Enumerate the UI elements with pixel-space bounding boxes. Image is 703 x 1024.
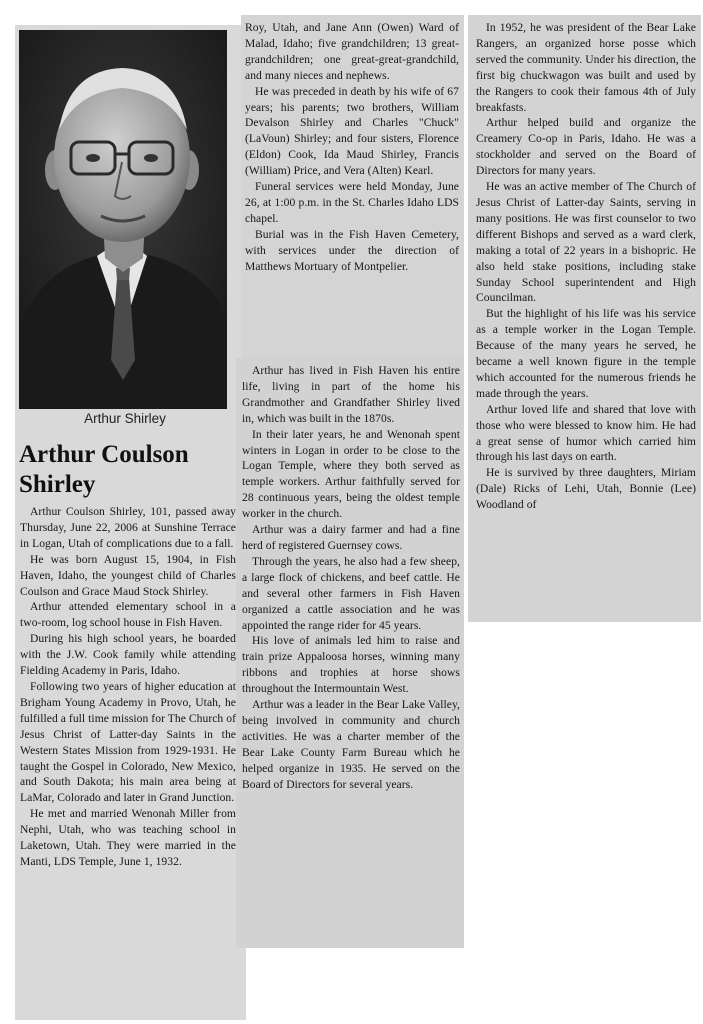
obituary-clipping-middle-top xyxy=(241,15,464,365)
paragraph: Through the years, he also had a few sheep, a large flock of chickens, and beef cattle. He and several other farmers in Fish Haven organized a cattle association and he was appointed the range rider for 45 years. xyxy=(242,554,460,632)
photo-caption: Arthur Shirley xyxy=(84,411,166,426)
paragraph: Burial was in the Fish Haven Cemetery, with services under the direction of Matthews Mortuary of Montpelier. xyxy=(245,227,459,273)
obituary-clipping-left xyxy=(15,25,246,1020)
paragraph: His love of animals led him to raise and train prize Appaloosa horses, winning many ribbons and trophies at horse shows throughout the Intermountain West. xyxy=(242,634,460,696)
paragraph: Arthur has lived in Fish Haven his entire life, living in part of the home his Grandmother and Grandfather Shirley lived in, which was built in the 1870s. xyxy=(242,364,460,425)
obituary-column-right xyxy=(476,20,696,513)
paragraph: But the highlight of his life was his service as a temple worker in the Logan Temple. Because of the many years he served, he became a well known figure in the temple which accounted for the numerous friends he made through the years. xyxy=(476,307,696,400)
obituary-clipping-middle-bottom xyxy=(236,358,464,948)
paragraph: He met and married Wenonah Miller from Nephi, Utah, who was teaching school in Laketown, Utah. They were married in the Manti, LDS Temple, June 1, 1932. xyxy=(20,807,236,868)
obituary-column-middle-top xyxy=(245,20,459,275)
paragraph: Following two years of higher education at Brigham Young Academy in Provo, Utah, he fulfilled a full time mission for The Church of Jesus Christ of Latter-day Saints in the Western States Mission from 1929-1931. He taught the Gospel in Colorado, New Mexico, and South Dakota; his main area being at LaMar, Colorado and later in Grand Junction. xyxy=(20,679,236,805)
paragraph: During his high school years, he boarded with the J.W. Cook family while attending Fielding Academy in Paris, Idaho. xyxy=(20,632,236,678)
obituary-headline: Arthur Coulson Shirley xyxy=(19,441,189,498)
obituary-clipping-right xyxy=(468,15,701,622)
paragraph: Arthur helped build and organize the Creamery Co-op in Paris, Idaho. He was a stockholder and served on the Board of Directors for many years. xyxy=(476,116,696,178)
paragraph: Funeral services were held Monday, June 26, at 1:00 p.m. in the St. Charles Idaho LDS chapel. xyxy=(245,180,459,225)
obituary-column-middle-bottom xyxy=(242,363,460,792)
paragraph: He was preceded in death by his wife of 67 years; his parents; two brothers, William Devalson Shirley and Charles "Chuck" (LaVoun) Shirley; and four sisters, Florence (Eldon) Cook, Ida Maud Shirley, Francis (William) Price, and Vera (Alten) Kearl. xyxy=(245,84,459,178)
paragraph: Roy, Utah, and Jane Ann (Owen) Ward of Malad, Idaho; five grandchildren; 13 great-grandchildren; one great-great-grandchild, and many nieces and nephews. xyxy=(245,21,459,82)
paragraph: Arthur attended elementary school in a two-room, log school house in Fish Haven. xyxy=(20,600,236,630)
paragraph: He was an active member of The Church of Jesus Christ of Latter-day Saints, serving in many positions. He was first counselor to two different Bishops and served as a ward clerk, making a total of 22 years in a bishopric. He also held stake positions, including stake Sunday School superintendent and High Councilman. xyxy=(476,180,696,305)
paragraph: Arthur Coulson Shirley, 101, passed away Thursday, June 22, 2006 at Sunshine Terrace in Logan, Utah of complications due to a fall. xyxy=(20,505,236,550)
obituary-column-left xyxy=(20,504,236,870)
paragraph: In 1952, he was president of the Bear Lake Rangers, an organized horse posse which served the community. Under his direction, the first big chuckwagon was built and used by the Rangers to cook their famous 4th of July breakfasts. xyxy=(476,21,696,114)
paragraph: Arthur was a dairy farmer and had a fine herd of registered Guernsey cows. xyxy=(242,523,460,552)
paragraph: He is survived by three daughters, Miriam (Dale) Ricks of Lehi, Utah, Bonnie (Lee) Woodland of xyxy=(476,466,696,512)
portrait-photo xyxy=(19,30,227,409)
paragraph: In their later years, he and Wenonah spent winters in Logan in order to be close to the Logan Temple, where they both served as temple workers. Arthur faithfully served for 28 continuous years, being the oldest temple worker in the church. xyxy=(242,427,460,521)
paragraph: Arthur was a leader in the Bear Lake Valley, being involved in community and church activities. He was a charter member of the Bear Lake County Farm Bureau which he helped organize in 1935. He served on the Board of Directors for several years. xyxy=(242,698,460,791)
paragraph: He was born August 15, 1904, in Fish Haven, Idaho, the youngest child of Charles Coulson and Grace Maud Stock Shirley. xyxy=(20,552,236,598)
portrait-image xyxy=(19,30,227,409)
paragraph: Arthur loved life and shared that love with those who were blessed to know him. He had a great sense of humor which carried him through his last days on earth. xyxy=(476,402,696,464)
